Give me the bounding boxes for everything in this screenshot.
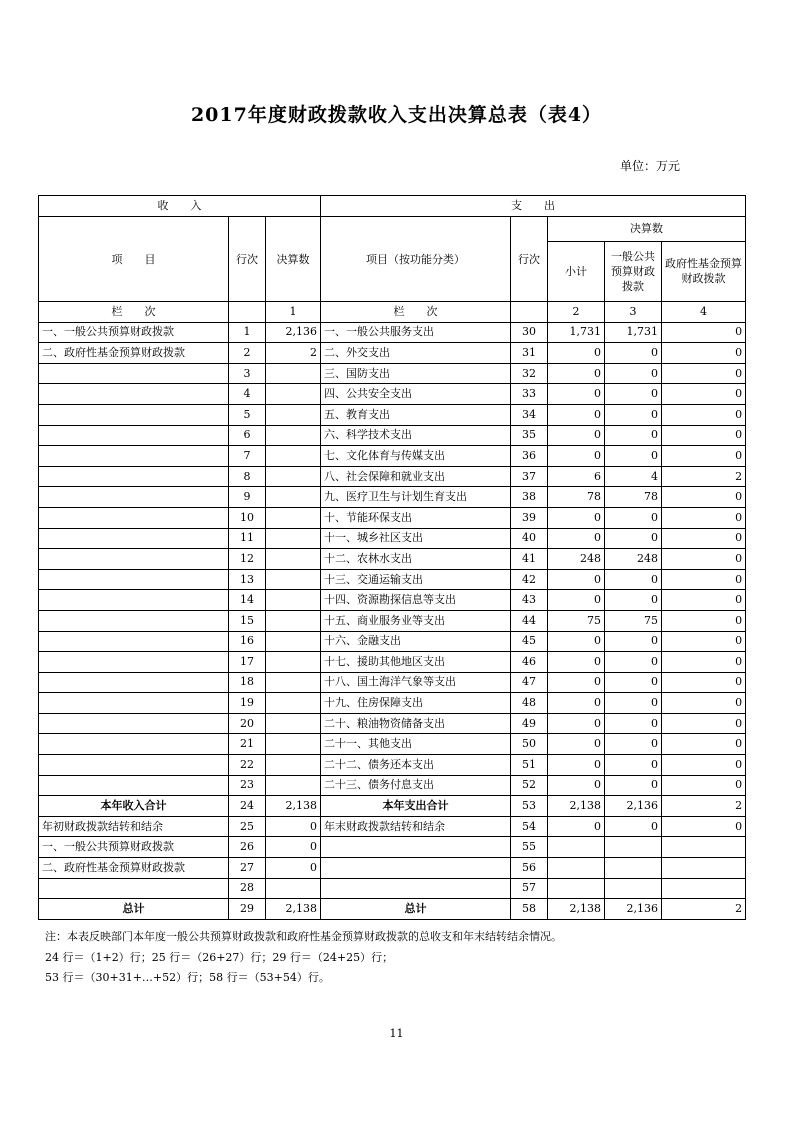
expense-item: 一、一般公共服务支出 (321, 322, 511, 343)
general-amount: 0 (605, 528, 662, 549)
income-line-no: 28 (229, 878, 266, 899)
subtotal-amount: 0 (548, 343, 605, 364)
income-item: 二、政府性基金预算财政拨款 (39, 343, 229, 364)
expense-item: 十二、农林水支出 (321, 549, 511, 570)
expense-line-no: 55 (511, 837, 548, 858)
income-amount (266, 507, 321, 528)
general-amount (605, 837, 662, 858)
fund-amount: 2 (662, 899, 746, 920)
fund-amount (662, 858, 746, 879)
subtotal-amount: 0 (548, 734, 605, 755)
page-title: 2017年度财政拨款收入支出决算总表（表4） (190, 104, 603, 126)
table-row (39, 384, 746, 405)
income-line-no: 15 (229, 610, 266, 631)
income-header: 收 入 (39, 196, 321, 217)
income-line-no: 25 (229, 816, 266, 837)
income-line-no: 18 (229, 672, 266, 693)
expense-line-no: 56 (511, 858, 548, 879)
fund-amount: 0 (662, 713, 746, 734)
table-row (39, 363, 746, 384)
expense-item (321, 837, 511, 858)
fund-amount: 0 (662, 487, 746, 508)
income-item: 年初财政拨款结转和结余 (39, 816, 229, 837)
income-line-no: 5 (229, 404, 266, 425)
income-amount: 2,136 (266, 322, 321, 343)
income-amount: 0 (266, 858, 321, 879)
income-item (39, 569, 229, 590)
general-budget-header: 一般公共预算财政拨款 (605, 241, 662, 301)
col-label: 栏 次 (39, 302, 229, 323)
general-amount: 0 (605, 343, 662, 364)
general-amount: 0 (605, 693, 662, 714)
item-header: 项 目 (39, 217, 229, 302)
fund-amount: 0 (662, 322, 746, 343)
subtotal-amount: 78 (548, 487, 605, 508)
income-item (39, 384, 229, 405)
col-4: 4 (662, 302, 746, 323)
income-amount (266, 549, 321, 570)
income-amount (266, 775, 321, 796)
income-amount (266, 713, 321, 734)
fund-amount: 0 (662, 507, 746, 528)
expense-item: 十八、国土海洋气象等支出 (321, 672, 511, 693)
subtotal-amount: 0 (548, 528, 605, 549)
income-amount (266, 466, 321, 487)
income-line-no: 21 (229, 734, 266, 755)
general-amount: 248 (605, 549, 662, 570)
general-amount: 0 (605, 425, 662, 446)
expense-item: 十四、资源勘探信息等支出 (321, 590, 511, 611)
fund-amount: 0 (662, 590, 746, 611)
expense-item: 总计 (321, 899, 511, 920)
subtotal-amount: 0 (548, 507, 605, 528)
income-amount (266, 425, 321, 446)
income-amount: 2,138 (266, 899, 321, 920)
subtotal-amount: 75 (548, 610, 605, 631)
subtotal-amount: 0 (548, 713, 605, 734)
fund-amount: 0 (662, 404, 746, 425)
fund-amount: 0 (662, 693, 746, 714)
fund-amount: 0 (662, 528, 746, 549)
general-amount: 4 (605, 466, 662, 487)
income-item (39, 549, 229, 570)
income-item: 二、政府性基金预算财政拨款 (39, 858, 229, 879)
expense-line-no: 51 (511, 755, 548, 776)
income-amount (266, 693, 321, 714)
expense-line-no: 44 (511, 610, 548, 631)
expense-line-no: 48 (511, 693, 548, 714)
expense-item: 十一、城乡社区支出 (321, 528, 511, 549)
income-item: 一、一般公共预算财政拨款 (39, 322, 229, 343)
table-row (39, 734, 746, 755)
table-row (39, 404, 746, 425)
income-item (39, 507, 229, 528)
general-amount: 75 (605, 610, 662, 631)
table-row (39, 446, 746, 467)
table-row (39, 590, 746, 611)
general-amount: 0 (605, 816, 662, 837)
expense-item: 年末财政拨款结转和结余 (321, 816, 511, 837)
table-row (39, 322, 746, 343)
expense-line-no: 47 (511, 672, 548, 693)
subtotal-amount: 0 (548, 672, 605, 693)
income-amount (266, 487, 321, 508)
general-amount: 0 (605, 652, 662, 673)
col-1: 1 (266, 302, 321, 323)
expense-item: 十七、援助其他地区支出 (321, 652, 511, 673)
table-row (39, 713, 746, 734)
general-amount: 0 (605, 631, 662, 652)
income-item (39, 528, 229, 549)
income-item (39, 878, 229, 899)
table-row (39, 549, 746, 570)
income-line-no: 13 (229, 569, 266, 590)
expense-item: 九、医疗卫生与计划生育支出 (321, 487, 511, 508)
table-row (39, 610, 746, 631)
line-no-header-2: 行次 (511, 217, 548, 302)
income-line-no: 29 (229, 899, 266, 920)
expense-line-no: 54 (511, 816, 548, 837)
page-number: 11 (389, 1027, 404, 1040)
expense-item: 二十、粮油物资储备支出 (321, 713, 511, 734)
income-amount (266, 363, 321, 384)
table-row (39, 878, 746, 899)
income-amount (266, 734, 321, 755)
fund-amount: 0 (662, 549, 746, 570)
expense-item: 十六、金融支出 (321, 631, 511, 652)
expense-line-no: 39 (511, 507, 548, 528)
income-amount (266, 631, 321, 652)
income-item (39, 775, 229, 796)
subtotal-amount: 0 (548, 693, 605, 714)
expense-item: 十五、商业服务业等支出 (321, 610, 511, 631)
subtotal-amount: 1,731 (548, 322, 605, 343)
fund-amount: 0 (662, 569, 746, 590)
subtotal-amount: 0 (548, 755, 605, 776)
income-item: 本年收入合计 (39, 796, 229, 817)
general-amount: 0 (605, 404, 662, 425)
expense-line-no: 38 (511, 487, 548, 508)
fund-amount: 0 (662, 755, 746, 776)
income-amount (266, 590, 321, 611)
income-item (39, 487, 229, 508)
general-amount: 0 (605, 363, 662, 384)
expense-item: 七、文化体育与传媒支出 (321, 446, 511, 467)
fund-amount: 2 (662, 796, 746, 817)
income-item: 总计 (39, 899, 229, 920)
income-item (39, 652, 229, 673)
expense-item: 四、公共安全支出 (321, 384, 511, 405)
fund-amount: 0 (662, 816, 746, 837)
table-row (39, 755, 746, 776)
expense-line-no: 35 (511, 425, 548, 446)
table-row (39, 816, 746, 837)
general-amount: 0 (605, 507, 662, 528)
expense-line-no: 41 (511, 549, 548, 570)
fund-amount: 0 (662, 446, 746, 467)
general-amount (605, 858, 662, 879)
general-amount: 78 (605, 487, 662, 508)
income-line-no: 16 (229, 631, 266, 652)
expense-item: 本年支出合计 (321, 796, 511, 817)
note-line-1: 注：本表反映部门本年度一般公共预算财政拨款和政府性基金预算财政拨款的总收支和年末结转结余情况。 (45, 930, 562, 943)
subtotal-amount: 0 (548, 363, 605, 384)
expense-item: 二十二、债务还本支出 (321, 755, 511, 776)
expense-item (321, 858, 511, 879)
line-no-header: 行次 (229, 217, 266, 302)
expense-line-no: 50 (511, 734, 548, 755)
subtotal-amount: 248 (548, 549, 605, 570)
fund-amount: 0 (662, 734, 746, 755)
income-line-no: 1 (229, 322, 266, 343)
income-item (39, 610, 229, 631)
income-amount (266, 569, 321, 590)
income-line-no: 23 (229, 775, 266, 796)
income-amount: 2,138 (266, 796, 321, 817)
income-item (39, 734, 229, 755)
table-row (39, 487, 746, 508)
subtotal-amount (548, 878, 605, 899)
subtotal-amount: 0 (548, 652, 605, 673)
income-line-no: 8 (229, 466, 266, 487)
expense-line-no: 40 (511, 528, 548, 549)
expense-line-no: 31 (511, 343, 548, 364)
fund-amount: 0 (662, 652, 746, 673)
expense-item: 六、科学技术支出 (321, 425, 511, 446)
expense-line-no: 46 (511, 652, 548, 673)
table-row (39, 672, 746, 693)
subtotal-amount: 0 (548, 384, 605, 405)
fund-amount: 0 (662, 425, 746, 446)
income-amount (266, 446, 321, 467)
subtotal-amount: 0 (548, 569, 605, 590)
expense-item: 十三、交通运输支出 (321, 569, 511, 590)
income-item (39, 466, 229, 487)
table-row (39, 775, 746, 796)
expense-item: 二十一、其他支出 (321, 734, 511, 755)
amount-header: 决算数 (266, 217, 321, 302)
income-line-no: 4 (229, 384, 266, 405)
subtotal-amount: 0 (548, 404, 605, 425)
expense-line-no: 33 (511, 384, 548, 405)
income-item (39, 590, 229, 611)
note-line-2: 24 行＝（1+2）行；25 行＝（26+27）行；29 行＝（24+25）行； (45, 951, 394, 964)
income-item (39, 693, 229, 714)
income-item (39, 363, 229, 384)
income-amount (266, 652, 321, 673)
general-amount: 0 (605, 446, 662, 467)
expense-item: 八、社会保障和就业支出 (321, 466, 511, 487)
table-row (39, 899, 746, 920)
general-amount: 1,731 (605, 322, 662, 343)
fund-amount: 0 (662, 631, 746, 652)
table-row (39, 858, 746, 879)
income-amount: 2 (266, 343, 321, 364)
income-amount (266, 384, 321, 405)
income-line-no: 24 (229, 796, 266, 817)
fund-amount (662, 837, 746, 858)
expense-item: 二十三、债务付息支出 (321, 775, 511, 796)
subtotal-amount: 0 (548, 590, 605, 611)
income-line-no: 7 (229, 446, 266, 467)
income-line-no: 3 (229, 363, 266, 384)
subtotal-amount (548, 837, 605, 858)
table-row (39, 425, 746, 446)
note-line-3: 53 行＝（30+31+…+52）行；58 行＝（53+54）行。 (45, 971, 330, 984)
income-line-no: 9 (229, 487, 266, 508)
subtotal-amount: 0 (548, 816, 605, 837)
subtotal-amount: 2,138 (548, 796, 605, 817)
expense-line-no: 42 (511, 569, 548, 590)
expense-line-no: 57 (511, 878, 548, 899)
income-item (39, 631, 229, 652)
income-item: 一、一般公共预算财政拨款 (39, 837, 229, 858)
fund-amount: 0 (662, 672, 746, 693)
table-row (39, 528, 746, 549)
subtotal-amount: 0 (548, 425, 605, 446)
subtotal-header: 小计 (548, 241, 605, 301)
general-amount: 2,136 (605, 899, 662, 920)
income-line-no: 14 (229, 590, 266, 611)
income-item (39, 446, 229, 467)
expense-line-no: 36 (511, 446, 548, 467)
budget-table (38, 195, 746, 920)
fund-amount: 0 (662, 775, 746, 796)
table-row (39, 796, 746, 817)
income-item (39, 425, 229, 446)
expense-line-no: 45 (511, 631, 548, 652)
general-amount: 0 (605, 775, 662, 796)
col-2: 2 (548, 302, 605, 323)
income-line-no: 10 (229, 507, 266, 528)
income-line-no: 27 (229, 858, 266, 879)
expense-item: 二、外交支出 (321, 343, 511, 364)
income-line-no: 26 (229, 837, 266, 858)
fund-amount: 0 (662, 610, 746, 631)
expense-line-no: 53 (511, 796, 548, 817)
col-3: 3 (605, 302, 662, 323)
subtotal-amount: 0 (548, 446, 605, 467)
general-amount (605, 878, 662, 899)
subtotal-amount (548, 858, 605, 879)
subtotal-amount: 2,138 (548, 899, 605, 920)
expense-line-no: 58 (511, 899, 548, 920)
table-row (39, 507, 746, 528)
expense-line-no: 52 (511, 775, 548, 796)
income-line-no: 19 (229, 693, 266, 714)
income-item (39, 755, 229, 776)
table-row (39, 631, 746, 652)
expense-item: 三、国防支出 (321, 363, 511, 384)
general-amount: 2,136 (605, 796, 662, 817)
income-amount (266, 404, 321, 425)
expense-line-no: 32 (511, 363, 548, 384)
general-amount: 0 (605, 569, 662, 590)
income-item (39, 404, 229, 425)
income-line-no: 11 (229, 528, 266, 549)
table-row (39, 569, 746, 590)
table-row (39, 652, 746, 673)
expense-line-no: 34 (511, 404, 548, 425)
fund-amount: 0 (662, 343, 746, 364)
expense-item (321, 878, 511, 899)
general-amount: 0 (605, 590, 662, 611)
expense-line-no: 49 (511, 713, 548, 734)
income-amount (266, 878, 321, 899)
income-line-no: 12 (229, 549, 266, 570)
func-item-header: 项目（按功能分类） (321, 217, 511, 302)
col-label-blank-2 (511, 302, 548, 323)
subtotal-amount: 0 (548, 775, 605, 796)
general-amount: 0 (605, 672, 662, 693)
table-row (39, 693, 746, 714)
income-amount: 0 (266, 816, 321, 837)
fund-budget-header: 政府性基金预算财政拨款 (662, 241, 746, 301)
income-amount (266, 755, 321, 776)
income-line-no: 17 (229, 652, 266, 673)
expense-line-no: 30 (511, 322, 548, 343)
col-label-blank (229, 302, 266, 323)
general-amount: 0 (605, 734, 662, 755)
income-line-no: 6 (229, 425, 266, 446)
table-row (39, 466, 746, 487)
income-amount (266, 610, 321, 631)
fund-amount: 0 (662, 363, 746, 384)
fund-amount: 0 (662, 384, 746, 405)
income-amount (266, 672, 321, 693)
expense-item: 五、教育支出 (321, 404, 511, 425)
col-label-2: 栏 次 (321, 302, 511, 323)
expense-item: 十九、住房保障支出 (321, 693, 511, 714)
amount-group-header: 决算数 (548, 217, 746, 242)
income-line-no: 22 (229, 755, 266, 776)
table-row (39, 343, 746, 364)
income-amount: 0 (266, 837, 321, 858)
income-item (39, 672, 229, 693)
table-row (39, 837, 746, 858)
expense-line-no: 43 (511, 590, 548, 611)
unit-label: 单位：万元 (619, 159, 680, 173)
general-amount: 0 (605, 384, 662, 405)
general-amount: 0 (605, 713, 662, 734)
income-line-no: 20 (229, 713, 266, 734)
income-item (39, 713, 229, 734)
subtotal-amount: 0 (548, 631, 605, 652)
income-line-no: 2 (229, 343, 266, 364)
expense-item: 十、节能环保支出 (321, 507, 511, 528)
income-amount (266, 528, 321, 549)
fund-amount: 2 (662, 466, 746, 487)
fund-amount (662, 878, 746, 899)
general-amount: 0 (605, 755, 662, 776)
subtotal-amount: 6 (548, 466, 605, 487)
expense-header: 支 出 (321, 196, 746, 217)
expense-line-no: 37 (511, 466, 548, 487)
